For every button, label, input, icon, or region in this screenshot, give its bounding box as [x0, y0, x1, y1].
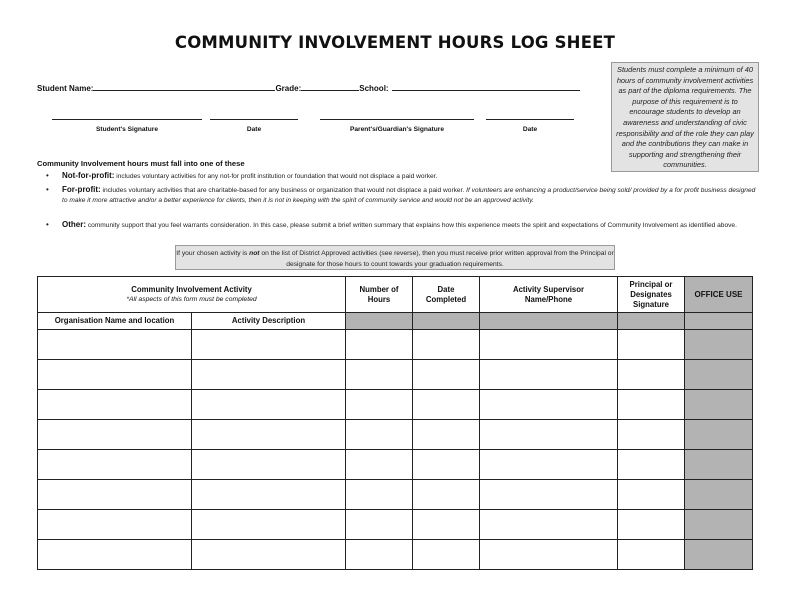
date-cell[interactable]: [413, 330, 480, 360]
school-label: School:: [359, 84, 389, 93]
principal-cell[interactable]: [618, 420, 685, 450]
activity-header: [38, 277, 346, 313]
hours-cell[interactable]: [346, 450, 413, 480]
table-row: [38, 450, 753, 480]
principal-cell[interactable]: [618, 330, 685, 360]
grade-field[interactable]: [301, 82, 359, 91]
requirement-note: Students must complete a minimum of 40 hours of community involvement activities as part of the diploma requirements. The purpose of this requirement is to encourage students to develop an awareness and understanding of civic responsibility and of the role they can play and the contributions they can make in supporting and strengthening their communities.: [611, 62, 759, 172]
rule-text: community support that you feel warrants consideration. In this case, please submit a brief written summary that explains how this experience meets the spirit and expectations of Community Involvement as identified above.: [87, 222, 737, 229]
bullet-icon: •: [46, 185, 49, 194]
student-name-label: Student Name:: [37, 84, 94, 93]
date-cell[interactable]: [413, 390, 480, 420]
supervisor-cell[interactable]: [480, 390, 618, 420]
table-row: [38, 480, 753, 510]
table-row: [38, 420, 753, 450]
office-cell: [685, 360, 753, 390]
principal-cell[interactable]: [618, 360, 685, 390]
org-header: Organisation Name and location: [38, 313, 192, 330]
date-header: Date Completed: [413, 277, 480, 313]
hours-cell[interactable]: [346, 330, 413, 360]
org-cell[interactable]: [38, 420, 192, 450]
supervisor-cell[interactable]: [480, 450, 618, 480]
principal-cell[interactable]: [618, 480, 685, 510]
rules-heading: Community Involvement hours must fall into one of these: [37, 159, 245, 168]
parent-signature-line[interactable]: [320, 119, 474, 120]
bullet-icon: •: [46, 220, 49, 229]
supervisor-cell[interactable]: [480, 540, 618, 570]
table-row: [38, 360, 753, 390]
date-cell[interactable]: [413, 510, 480, 540]
hours-cell[interactable]: [346, 480, 413, 510]
supervisor-cell[interactable]: [480, 480, 618, 510]
rule-label: For-profit:: [62, 185, 101, 194]
notice-text-after: on the list of District Approved activities (see reverse), then you must receive prior written approval from the Principal or designate for those hours to count towards your graduation requirements.: [261, 250, 614, 268]
rule-italic-text: If volunteers are enhancing a product/service being sold/ provided by a for profit business designed to make it more attractive and/or a better experience for clients, then it is not in keeping with the spirit of community service and would not be an approved activity.: [62, 187, 756, 204]
date-cell[interactable]: [413, 480, 480, 510]
org-cell[interactable]: [38, 360, 192, 390]
desc-cell[interactable]: [192, 390, 346, 420]
desc-cell[interactable]: [192, 510, 346, 540]
bullet-icon: •: [46, 171, 49, 180]
desc-cell[interactable]: [192, 330, 346, 360]
org-cell[interactable]: [38, 390, 192, 420]
principal-cell[interactable]: [618, 450, 685, 480]
parent-date-line[interactable]: [486, 119, 574, 120]
hours-cell[interactable]: [346, 510, 413, 540]
office-cell: [685, 450, 753, 480]
org-cell[interactable]: [38, 330, 192, 360]
parent-signature-label: Parent's/Guardian's Signature: [349, 126, 444, 133]
rule-label: Not-for-profit:: [62, 171, 115, 180]
student-info-fields: [37, 82, 580, 93]
supervisor-cell[interactable]: [480, 420, 618, 450]
notice-emphasis: not: [249, 250, 260, 257]
desc-cell[interactable]: [192, 420, 346, 450]
date-cell[interactable]: [413, 540, 480, 570]
activity-header-note: *All aspects of this form must be completed: [126, 295, 257, 303]
activity-log-table: [37, 276, 753, 570]
office-cell: [685, 390, 753, 420]
desc-cell[interactable]: [192, 540, 346, 570]
office-cell: [685, 420, 753, 450]
desc-cell[interactable]: [192, 360, 346, 390]
principal-cell[interactable]: [618, 540, 685, 570]
hours-cell[interactable]: [346, 540, 413, 570]
student-date-line[interactable]: [210, 119, 298, 120]
approval-notice: [175, 245, 615, 270]
org-cell[interactable]: [38, 510, 192, 540]
office-cell: [685, 480, 753, 510]
rule-label: Other:: [62, 220, 86, 229]
table-row: [38, 510, 753, 540]
table-row: [38, 330, 753, 360]
principal-cell[interactable]: [618, 390, 685, 420]
hours-cell[interactable]: [346, 390, 413, 420]
principal-cell[interactable]: [618, 510, 685, 540]
activity-header-label: Community Involvement Activity: [131, 284, 252, 294]
date-cell[interactable]: [413, 450, 480, 480]
grade-label: Grade:: [275, 84, 302, 93]
parent-date-label: Date: [522, 126, 538, 133]
school-field[interactable]: [392, 82, 580, 91]
rule-text: includes voluntary activities for any not-for profit institution or foundation that would not displace a paid worker.: [116, 173, 438, 180]
supervisor-cell[interactable]: [480, 330, 618, 360]
principal-header: Principal or Designates Signature: [618, 277, 685, 313]
date-cell[interactable]: [413, 360, 480, 390]
org-cell[interactable]: [38, 540, 192, 570]
table-row: [38, 540, 753, 570]
rule-text: includes voluntary activities that are charitable-based for any business or organization that would not displace a paid worker.: [102, 187, 465, 194]
student-signature-line[interactable]: [52, 119, 202, 120]
hours-cell[interactable]: [346, 360, 413, 390]
desc-cell[interactable]: [192, 450, 346, 480]
hours-cell[interactable]: [346, 420, 413, 450]
desc-cell[interactable]: [192, 480, 346, 510]
office-cell: [685, 510, 753, 540]
hours-header: Number of Hours: [346, 277, 413, 313]
student-date-label: Date: [246, 126, 262, 133]
desc-header: Activity Description: [192, 313, 346, 330]
office-cell: [685, 330, 753, 360]
page-title: COMMUNITY INVOLVEMENT HOURS LOG SHEET: [174, 33, 616, 52]
office-cell: [685, 540, 753, 570]
supervisor-header: Activity Supervisor Name/Phone: [480, 277, 618, 313]
notice-text-before: If your chosen activity is: [176, 250, 248, 257]
org-cell[interactable]: [38, 450, 192, 480]
supervisor-cell[interactable]: [480, 360, 618, 390]
supervisor-cell[interactable]: [480, 510, 618, 540]
date-cell[interactable]: [413, 420, 480, 450]
student-signature-label: Student's Signature: [95, 126, 159, 133]
office-use-header: OFFICE USE: [685, 277, 753, 313]
student-name-field[interactable]: [93, 82, 275, 91]
table-row: [38, 390, 753, 420]
org-cell[interactable]: [38, 480, 192, 510]
